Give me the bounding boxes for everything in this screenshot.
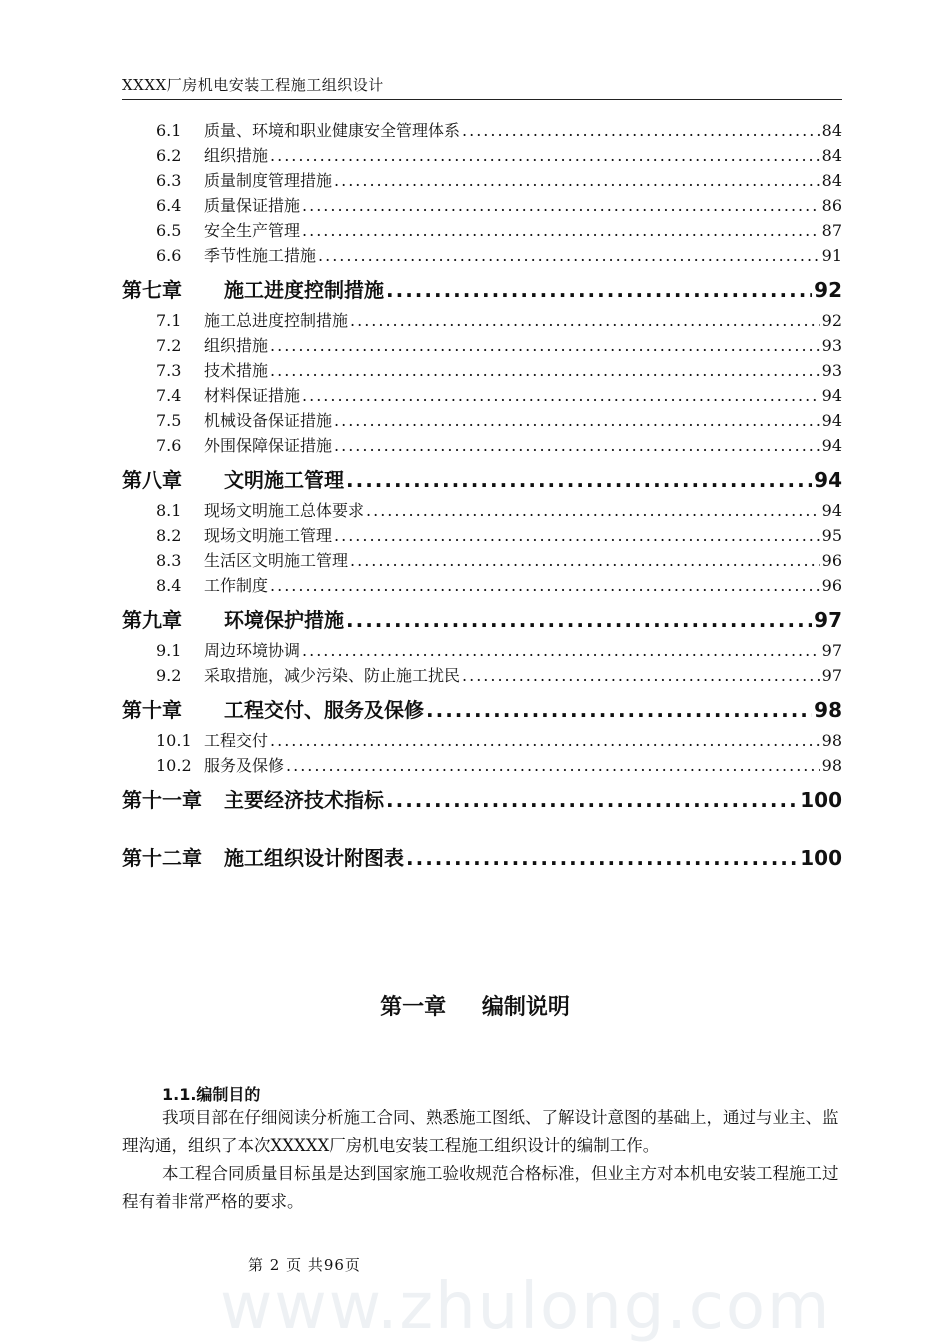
toc-entry-number: 10.2 bbox=[156, 756, 192, 775]
toc-entry-page: 94 bbox=[821, 386, 842, 405]
toc-entry-title: 组织措施 bbox=[204, 336, 269, 355]
toc-entry-number: 6.1 bbox=[156, 121, 182, 140]
toc-entry-title: 质量、环境和职业健康安全管理体系 bbox=[204, 121, 461, 140]
toc-entry-title: 组织措施 bbox=[204, 146, 269, 165]
toc-entry-number: 6.5 bbox=[156, 221, 182, 240]
toc-chapter-entry[interactable] bbox=[122, 842, 842, 872]
toc-entry-page: 84 bbox=[821, 121, 842, 140]
toc-leader-dots bbox=[350, 551, 820, 570]
page-header: XXXX厂房机电安装工程施工组织设计 bbox=[122, 74, 842, 100]
toc-leader-dots bbox=[270, 731, 820, 750]
toc-entry-number: 9.1 bbox=[156, 641, 182, 660]
toc-entry-page: 100 bbox=[800, 846, 842, 870]
toc-entry-number: 6.2 bbox=[156, 146, 182, 165]
toc-entry-page: 98 bbox=[821, 756, 842, 775]
toc-entry-page: 94 bbox=[821, 436, 842, 455]
toc-section-entry[interactable] bbox=[122, 638, 842, 663]
toc-leader-dots bbox=[302, 196, 820, 215]
toc-entry-number: 第十一章 bbox=[122, 788, 202, 812]
toc-leader-dots bbox=[334, 411, 820, 430]
toc-entry-title: 环境保护措施 bbox=[224, 608, 344, 632]
toc-entry-page: 96 bbox=[821, 576, 842, 595]
toc-entry-number: 7.6 bbox=[156, 436, 182, 455]
toc-leader-dots bbox=[346, 468, 812, 492]
toc-leader-dots bbox=[302, 221, 820, 240]
toc-leader-dots bbox=[286, 756, 820, 775]
toc-entry-title: 周边环境协调 bbox=[204, 641, 301, 660]
chapter-title bbox=[0, 990, 950, 1021]
toc-chapter-entry[interactable] bbox=[122, 274, 842, 304]
toc-leader-dots bbox=[366, 501, 820, 520]
toc-entry-page: 94 bbox=[821, 411, 842, 430]
toc-entry-page: 93 bbox=[821, 361, 842, 380]
toc-entry-page: 98 bbox=[821, 731, 842, 750]
toc-entry-title: 安全生产管理 bbox=[204, 221, 301, 240]
toc-section-entry[interactable] bbox=[122, 383, 842, 408]
toc-entry-page: 84 bbox=[821, 146, 842, 165]
table-of-contents bbox=[122, 118, 842, 876]
toc-section-entry[interactable] bbox=[122, 548, 842, 573]
toc-leader-dots bbox=[346, 608, 812, 632]
toc-leader-dots bbox=[334, 436, 820, 455]
toc-entry-number: 6.3 bbox=[156, 171, 182, 190]
toc-entry-title: 工程交付、服务及保修 bbox=[224, 698, 424, 722]
toc-chapter-entry[interactable] bbox=[122, 784, 842, 814]
toc-entry-page: 96 bbox=[821, 551, 842, 570]
toc-entry-page: 97 bbox=[814, 608, 842, 632]
toc-entry-page: 92 bbox=[814, 278, 842, 302]
toc-entry-number: 第八章 bbox=[122, 468, 182, 492]
toc-entry-page: 92 bbox=[821, 311, 842, 330]
toc-entry-title: 主要经济技术指标 bbox=[224, 788, 384, 812]
toc-entry-title: 工作制度 bbox=[204, 576, 269, 595]
toc-entry-title: 质量制度管理措施 bbox=[204, 171, 333, 190]
toc-leader-dots bbox=[334, 171, 820, 190]
toc-entry-page: 91 bbox=[821, 246, 842, 265]
toc-leader-dots bbox=[426, 698, 812, 722]
toc-entry-number: 7.4 bbox=[156, 386, 182, 405]
toc-entry-page: 95 bbox=[821, 526, 842, 545]
toc-entry-page: 84 bbox=[821, 171, 842, 190]
toc-entry-number: 第十二章 bbox=[122, 846, 202, 870]
toc-entry-number: 第七章 bbox=[122, 278, 182, 302]
toc-section-entry[interactable] bbox=[122, 168, 842, 193]
toc-entry-page: 86 bbox=[821, 196, 842, 215]
toc-entry-number: 10.1 bbox=[156, 731, 192, 750]
toc-leader-dots bbox=[350, 311, 820, 330]
toc-entry-number: 7.1 bbox=[156, 311, 182, 330]
toc-entry-title: 技术措施 bbox=[204, 361, 269, 380]
toc-leader-dots bbox=[386, 788, 798, 812]
toc-entry-page: 94 bbox=[821, 501, 842, 520]
toc-section-entry[interactable] bbox=[122, 243, 842, 268]
body-paragraph: 我项目部在仔细阅读分析施工合同、熟悉施工图纸、了解设计意图的基础上，通过与业主、监理沟通，组织了本次XXXXX厂房机电安装工程施工组织设计的编制工作。 bbox=[122, 1108, 839, 1155]
toc-entry-number: 9.2 bbox=[156, 666, 182, 685]
toc-entry-number: 8.4 bbox=[156, 576, 182, 595]
toc-section-entry[interactable] bbox=[122, 118, 842, 143]
toc-entry-number: 7.3 bbox=[156, 361, 182, 380]
toc-section-entry[interactable] bbox=[122, 308, 842, 333]
toc-chapter-entry[interactable] bbox=[122, 694, 842, 724]
toc-section-entry[interactable] bbox=[122, 663, 842, 688]
toc-leader-dots bbox=[406, 846, 798, 870]
toc-section-entry[interactable] bbox=[122, 358, 842, 383]
toc-section-entry[interactable] bbox=[122, 193, 842, 218]
toc-section-entry[interactable] bbox=[122, 433, 842, 458]
chapter-number: 第一章 bbox=[380, 995, 447, 1020]
toc-chapter-entry[interactable] bbox=[122, 464, 842, 494]
toc-entry-title: 外围保障保证措施 bbox=[204, 436, 333, 455]
watermark: www.zhulong.com bbox=[220, 1270, 832, 1344]
toc-section-entry[interactable] bbox=[122, 408, 842, 433]
toc-entry-number: 7.2 bbox=[156, 336, 182, 355]
toc-entry-number: 8.1 bbox=[156, 501, 182, 520]
toc-section-entry[interactable] bbox=[122, 218, 842, 243]
toc-leader-dots bbox=[270, 576, 820, 595]
toc-leader-dots bbox=[270, 361, 820, 380]
toc-entry-title: 工程交付 bbox=[204, 731, 269, 750]
toc-entry-title: 施工总进度控制措施 bbox=[204, 311, 349, 330]
toc-entry-page: 94 bbox=[814, 468, 842, 492]
toc-entry-title: 采取措施，减少污染、防止施工扰民 bbox=[204, 666, 461, 685]
toc-entry-number: 第十章 bbox=[122, 698, 182, 722]
toc-entry-page: 87 bbox=[821, 221, 842, 240]
toc-entry-title: 服务及保修 bbox=[204, 756, 285, 775]
toc-section-entry[interactable] bbox=[122, 753, 842, 778]
toc-leader-dots bbox=[302, 641, 820, 660]
toc-entry-title: 质量保证措施 bbox=[204, 196, 301, 215]
toc-entry-number: 6.6 bbox=[156, 246, 182, 265]
toc-leader-dots bbox=[462, 121, 820, 140]
toc-leader-dots bbox=[270, 336, 820, 355]
toc-entry-title: 文明施工管理 bbox=[224, 468, 344, 492]
chapter-name: 编制说明 bbox=[481, 995, 570, 1020]
toc-entry-title: 材料保证措施 bbox=[204, 386, 301, 405]
toc-section-entry[interactable] bbox=[122, 728, 842, 753]
toc-leader-dots bbox=[386, 278, 812, 302]
toc-section-entry[interactable] bbox=[122, 573, 842, 598]
toc-section-entry[interactable] bbox=[122, 498, 842, 523]
toc-entry-title: 施工组织设计附图表 bbox=[224, 846, 404, 870]
toc-leader-dots bbox=[302, 386, 820, 405]
toc-entry-page: 93 bbox=[821, 336, 842, 355]
toc-section-entry[interactable] bbox=[122, 523, 842, 548]
toc-entry-title: 生活区文明施工管理 bbox=[204, 551, 349, 570]
toc-entry-title: 季节性施工措施 bbox=[204, 246, 317, 265]
page-footer: 第 2 页 共96页 bbox=[248, 1256, 361, 1274]
toc-entry-page: 98 bbox=[814, 698, 842, 722]
toc-leader-dots bbox=[318, 246, 820, 265]
toc-entry-number: 第九章 bbox=[122, 608, 182, 632]
toc-entry-page: 100 bbox=[800, 788, 842, 812]
toc-chapter-entry[interactable] bbox=[122, 604, 842, 634]
toc-entry-title: 机械设备保证措施 bbox=[204, 411, 333, 430]
toc-leader-dots bbox=[462, 666, 820, 685]
toc-entry-number: 8.2 bbox=[156, 526, 182, 545]
toc-entry-title: 现场文明施工总体要求 bbox=[204, 501, 365, 520]
toc-entry-number: 7.5 bbox=[156, 411, 182, 430]
toc-entry-title: 施工进度控制措施 bbox=[224, 278, 384, 302]
toc-entry-number: 8.3 bbox=[156, 551, 182, 570]
toc-section-entry[interactable] bbox=[122, 333, 842, 358]
section-heading: 1.1.编制目的 bbox=[162, 1085, 261, 1104]
toc-entry-page: 97 bbox=[821, 666, 842, 685]
toc-leader-dots bbox=[334, 526, 820, 545]
toc-leader-dots bbox=[270, 146, 820, 165]
toc-entry-title: 现场文明施工管理 bbox=[204, 526, 333, 545]
toc-entry-page: 97 bbox=[821, 641, 842, 660]
toc-entry-number: 6.4 bbox=[156, 196, 182, 215]
body-paragraph: 本工程合同质量目标虽是达到国家施工验收规范合格标准，但业主方对本机电安装工程施工过程有着非常严格的要求。 bbox=[122, 1164, 839, 1211]
toc-section-entry[interactable] bbox=[122, 143, 842, 168]
